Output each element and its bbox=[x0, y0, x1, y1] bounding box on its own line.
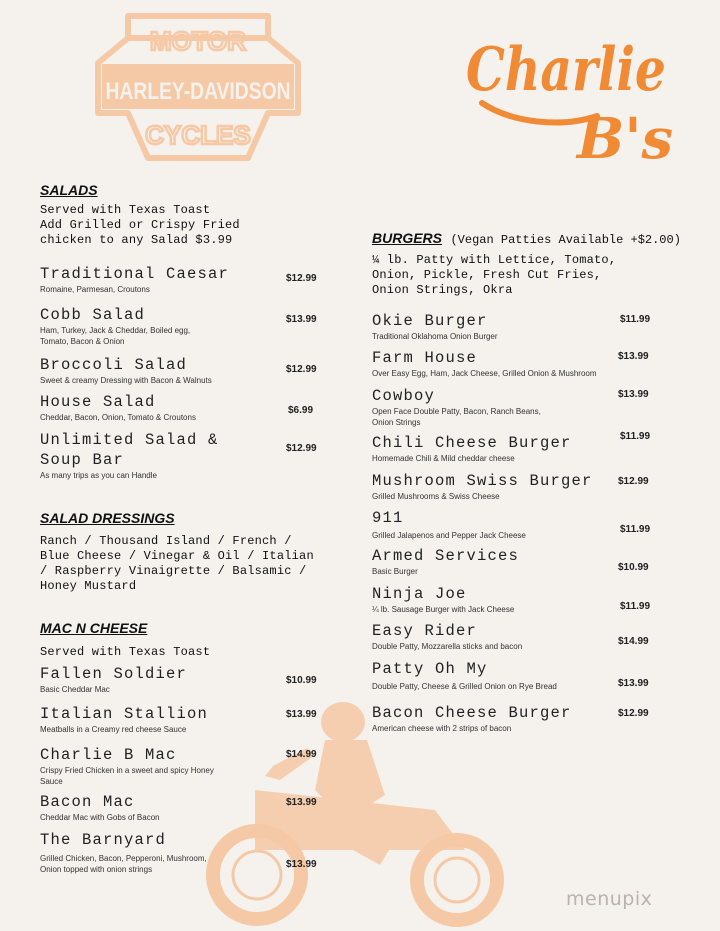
menu-item bbox=[372, 471, 712, 502]
harley-line2: HARLEY-DAVIDSON bbox=[105, 78, 291, 105]
menu-item bbox=[40, 704, 320, 735]
menu-item bbox=[372, 508, 702, 541]
item-price: $12.99 bbox=[286, 443, 317, 454]
charlie-logo-line1: Charlie bbox=[466, 35, 666, 105]
item-price: $12.99 bbox=[286, 364, 317, 375]
item-desc: Ham, Turkey, Jack & Cheddar, Boiled egg, bbox=[40, 326, 191, 335]
item-price: $13.99 bbox=[286, 709, 317, 720]
item-price: $11.99 bbox=[620, 524, 651, 535]
dressings-line: Honey Mustard bbox=[40, 579, 137, 593]
item-desc: Romaine, Parmesan, Croutons bbox=[40, 285, 150, 294]
item-name: Farm House bbox=[372, 349, 478, 367]
burgers-intro bbox=[372, 253, 616, 298]
menu-item bbox=[40, 745, 320, 787]
menu-item bbox=[40, 430, 320, 481]
menu-item bbox=[372, 433, 702, 464]
menu-item bbox=[372, 386, 702, 428]
dressings-line: Ranch / Thousand Island / French / bbox=[40, 534, 292, 548]
item-desc: Cheddar Mac with Gobs of Bacon bbox=[40, 813, 160, 822]
item-price: $10.99 bbox=[286, 675, 317, 686]
item-price: $13.99 bbox=[618, 351, 649, 362]
item-desc: Open Face Double Patty, Bacon, Ranch Beans, bbox=[372, 407, 541, 416]
charlie-logo-line2: B's bbox=[577, 106, 674, 172]
menu-item bbox=[40, 830, 320, 875]
item-desc: Traditional Oklahoma Onion Burger bbox=[372, 332, 498, 341]
item-name: Charlie B Mac bbox=[40, 746, 177, 764]
item-name: 911 bbox=[372, 509, 404, 527]
item-price: $12.99 bbox=[286, 273, 317, 284]
salads-intro bbox=[40, 203, 240, 248]
item-desc: ¼ lb. Sausage Burger with Jack Cheese bbox=[372, 605, 515, 614]
item-desc: Sweet & creamy Dressing with Bacon & Walnuts bbox=[40, 376, 212, 385]
item-price: $12.99 bbox=[618, 476, 649, 487]
burgers-intro-line: Onion, Pickle, Fresh Cut Fries, bbox=[372, 268, 602, 282]
item-price: $13.99 bbox=[618, 389, 649, 400]
salads-intro-line: Add Grilled or Crispy Fried bbox=[40, 218, 240, 232]
item-price: $14.99 bbox=[618, 636, 649, 647]
item-name: Italian Stallion bbox=[40, 705, 209, 723]
salads-title: SALADS bbox=[40, 182, 98, 198]
item-price: $13.99 bbox=[286, 314, 317, 325]
burgers-note: (Vegan Patties Available +$2.00) bbox=[450, 233, 681, 247]
harley-line1: MOTOR bbox=[149, 26, 247, 56]
menu-item bbox=[372, 659, 702, 692]
dressings-line: / Raspberry Vinaigrette / Balsamic / bbox=[40, 564, 307, 578]
item-price: $13.99 bbox=[286, 859, 317, 870]
item-price: $13.99 bbox=[618, 678, 649, 689]
item-desc: American cheese with 2 strips of bacon bbox=[372, 724, 512, 733]
mac-intro: Served with Texas Toast bbox=[40, 645, 211, 659]
item-desc: Meatballs in a Creamy red cheese Sauce bbox=[40, 725, 187, 734]
item-price: $10.99 bbox=[618, 562, 649, 573]
menu-item bbox=[372, 311, 702, 342]
item-desc: Double Patty, Cheese & Grilled Onion on Rye Bread bbox=[372, 682, 557, 691]
salads-intro-line: Served with Texas Toast bbox=[40, 203, 211, 217]
item-name: Soup Bar bbox=[40, 451, 125, 469]
menu-item bbox=[372, 703, 702, 734]
item-name: Fallen Soldier bbox=[40, 665, 188, 683]
burgers-title: BURGERS bbox=[372, 230, 443, 246]
dressings-title: SALAD DRESSINGS bbox=[40, 510, 175, 526]
menu-item bbox=[372, 546, 702, 577]
item-desc: Cheddar, Bacon, Onion, Tomato & Croutons bbox=[40, 413, 196, 422]
item-desc: Crispy Fried Chicken in a sweet and spicy Honey bbox=[40, 766, 214, 775]
item-name: Patty Oh My bbox=[372, 660, 488, 678]
harley-davidson-logo bbox=[88, 8, 308, 168]
item-price: $14.99 bbox=[286, 749, 317, 760]
item-desc: Grilled Mushrooms & Swiss Cheese bbox=[372, 492, 500, 501]
item-name: The Barnyard bbox=[40, 831, 167, 849]
charlie-bs-logo bbox=[462, 8, 677, 173]
item-desc: Onion Strings bbox=[372, 418, 421, 427]
dressings-list bbox=[40, 534, 314, 594]
burgers-intro-line: ¼ lb. Patty with Lettice, Tomato, bbox=[372, 253, 617, 267]
item-desc: Basic Cheddar Mac bbox=[40, 685, 110, 694]
item-desc: Onion topped with onion strings bbox=[40, 865, 153, 874]
item-price: $12.99 bbox=[618, 708, 649, 719]
item-name: Armed Services bbox=[372, 547, 520, 565]
menu-item bbox=[40, 355, 320, 386]
item-desc: Tomato, Bacon & Onion bbox=[40, 337, 125, 346]
menu-item bbox=[40, 305, 320, 347]
item-name: Traditional Caesar bbox=[40, 265, 230, 283]
item-desc: Homemade Chili & Mild cheddar cheese bbox=[372, 454, 515, 463]
salads-intro-line: chicken to any Salad $3.99 bbox=[40, 233, 233, 247]
item-desc: Over Easy Egg, Ham, Jack Cheese, Grilled Onion & Mushroom bbox=[372, 369, 597, 378]
menu-item bbox=[40, 792, 320, 823]
item-desc: Double Patty, Mozzarella sticks and bacon bbox=[372, 642, 523, 651]
item-desc: As many trips as you can Handle bbox=[40, 471, 157, 480]
menu-item bbox=[40, 392, 320, 423]
menu-item bbox=[372, 584, 702, 615]
item-name: Easy Rider bbox=[372, 622, 478, 640]
menu-item bbox=[40, 264, 320, 295]
item-name: Chili Cheese Burger bbox=[372, 434, 572, 452]
item-name: Mushroom Swiss Burger bbox=[372, 472, 593, 490]
item-price: $11.99 bbox=[620, 431, 651, 442]
item-name: Okie Burger bbox=[372, 312, 488, 330]
item-price: $13.99 bbox=[286, 797, 317, 808]
item-name: House Salad bbox=[40, 393, 156, 411]
mac-title: MAC N CHEESE bbox=[40, 620, 148, 636]
burgers-header bbox=[372, 230, 681, 248]
item-desc: Grilled Jalapenos and Pepper Jack Cheese bbox=[372, 531, 526, 540]
item-name: Bacon Mac bbox=[40, 793, 135, 811]
item-price: $6.99 bbox=[288, 405, 314, 416]
item-name: Bacon Cheese Burger bbox=[372, 704, 572, 722]
item-name: Ninja Joe bbox=[372, 585, 467, 603]
menupix-watermark: menupix bbox=[566, 888, 653, 910]
dressings-line: Blue Cheese / Vinegar & Oil / Italian bbox=[40, 549, 314, 563]
item-desc: Grilled Chicken, Bacon, Pepperoni, Mushroom, bbox=[40, 854, 207, 863]
item-name: Cobb Salad bbox=[40, 306, 146, 324]
item-name: Cowboy bbox=[372, 387, 436, 405]
item-price: $11.99 bbox=[620, 314, 651, 325]
item-desc: Basic Burger bbox=[372, 567, 418, 576]
item-price: $11.99 bbox=[620, 601, 651, 612]
item-name: Broccoli Salad bbox=[40, 356, 188, 374]
item-name: Unlimited Salad & bbox=[40, 431, 219, 449]
menu-item bbox=[372, 621, 702, 652]
harley-line3: CYCLES bbox=[145, 120, 251, 150]
burgers-intro-line: Onion Strings, Okra bbox=[372, 283, 513, 297]
item-desc: Sauce bbox=[40, 777, 63, 786]
menu-item bbox=[372, 348, 702, 379]
menu-item bbox=[40, 664, 320, 695]
